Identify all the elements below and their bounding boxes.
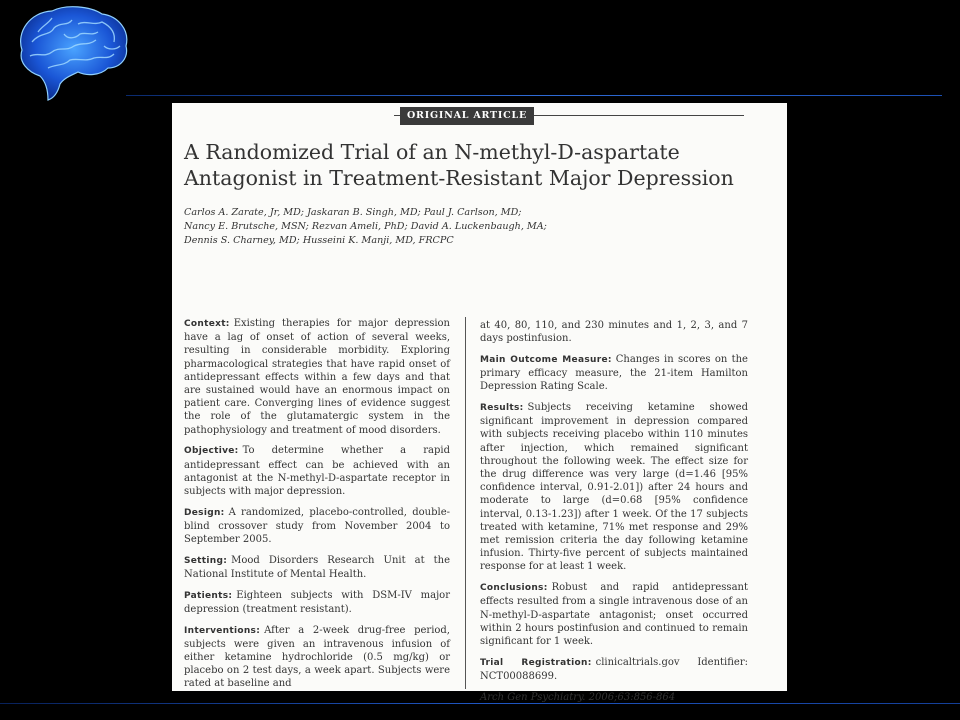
design-text: A randomized, placebo-controlled, double-blind crossover study from November 2004 to September 2005. (184, 506, 450, 546)
abstract-objective (184, 444, 450, 498)
title-line-2: Antagonist in Treatment-Resistant Major Depression (184, 166, 734, 190)
abstract-right-column (480, 319, 748, 711)
interventions-continued: at 40, 80, 110, and 230 minutes and 1, 2, 3, and 7 days postinfusion. (480, 320, 748, 345)
context-text: Existing therapies for major depression have a lag of onset of action of several weeks, resulting in considerable morbidity. Exploring pharmacological strategies that have rapid onset of antidepressant effects within a few days and that are sustained would have an enormous impact on patient care. Converging lines of evidence suggest the role of the glutamatergic system in the pathophysiology and treatment of mood disorders. (184, 318, 450, 436)
brain-icon (8, 2, 134, 102)
outcome-heading: Main Outcome Measure: (480, 354, 612, 365)
abstract-interventions (184, 624, 450, 691)
article-type-badge: ORIGINAL ARTICLE (400, 107, 534, 125)
article-page (172, 103, 787, 703)
outcome-text: Changes in scores on the primary efficacy measure, the 21-item Hamilton Depression Rating Scale. (480, 353, 748, 393)
objective-heading: Objective: (184, 446, 239, 457)
abstract-patients (184, 589, 450, 616)
journal-citation: Arch Gen Psychiatry. 2006;63:856-864 (480, 691, 676, 703)
trial-heading: Trial Registration: (480, 657, 592, 668)
authors-line-2: Nancy E. Brutsche, MSN; Rezvan Ameli, PhD; David A. Luckenbaugh, MA; (184, 221, 547, 233)
setting-heading: Setting: (184, 555, 228, 566)
conclusions-text: Robust and rapid antidepressant effects resulted from a single intravenous dose of an N-methyl-D-aspartate antagonist; onset occurred within 2 hours postinfusion and continued to remain significant for 1 week. (480, 582, 748, 647)
column-divider (465, 317, 466, 689)
interventions-text: After a 2-week drug-free period, subjects were given an intravenous infusion of either ketamine hydrochloride (0.5 mg/kg) or placebo on 2 test days, a week apart. Subjects were rated at baseline and (184, 624, 450, 690)
abstract-left-column (184, 317, 450, 698)
objective-text: To determine whether a rapid antidepressant effect can be achieved with an antagonist at the N-methyl-D-aspartate receptor in subjects with major depression. (184, 445, 450, 497)
abstract-results (480, 401, 748, 574)
abstract-conclusions (480, 581, 748, 648)
author-list (184, 206, 564, 249)
abstract-context (184, 317, 450, 437)
authors-line-3: Dennis S. Charney, MD; Husseini K. Manji, MD, FRCPC (184, 235, 454, 247)
patients-heading: Patients: (184, 590, 233, 601)
design-heading: Design: (184, 507, 225, 518)
abstract-design (184, 506, 450, 547)
slide-divider-top (126, 95, 942, 96)
patients-text: Eighteen subjects with DSM-IV major depression (treatment resistant). (184, 589, 450, 615)
title-line-1: A Randomized Trial of an N-methyl-D-aspartate (184, 140, 680, 164)
abstract-trial-registration (480, 656, 748, 683)
trial-text: clinicaltrials.gov Identifier: NCT00088699. (480, 656, 748, 682)
article-title (184, 139, 779, 191)
abstract-outcome (480, 353, 748, 394)
setting-text: Mood Disorders Research Unit at the National Institute of Mental Health. (184, 554, 450, 580)
interventions-heading: Interventions: (184, 625, 261, 636)
results-heading: Results: (480, 403, 524, 414)
abstract-setting (184, 554, 450, 581)
slide-divider-bottom (0, 703, 960, 704)
conclusions-heading: Conclusions: (480, 583, 548, 594)
results-text: Subjects receiving ketamine showed significant improvement in depression compared with subjects receiving placebo within 110 minutes after injection, which remained significant throughout the following week. The effect size for the drug difference was very large (d=1.46 [95% confidence interval, 0.91-2.01]) after 24 hours and moderate to large (d=0.68 [95% confidence interval, 0.13-1.23]) after 1 week. Of the 17 subjects treated with ketamine, 71% met response and 29% met remission criteria the day following ketamine infusion. Thirty-five percent of subjects maintained response for at least 1 week. (480, 402, 748, 573)
context-heading: Context: (184, 319, 230, 329)
authors-line-1: Carlos A. Zarate, Jr, MD; Jaskaran B. Singh, MD; Paul J. Carlson, MD; (184, 207, 522, 218)
